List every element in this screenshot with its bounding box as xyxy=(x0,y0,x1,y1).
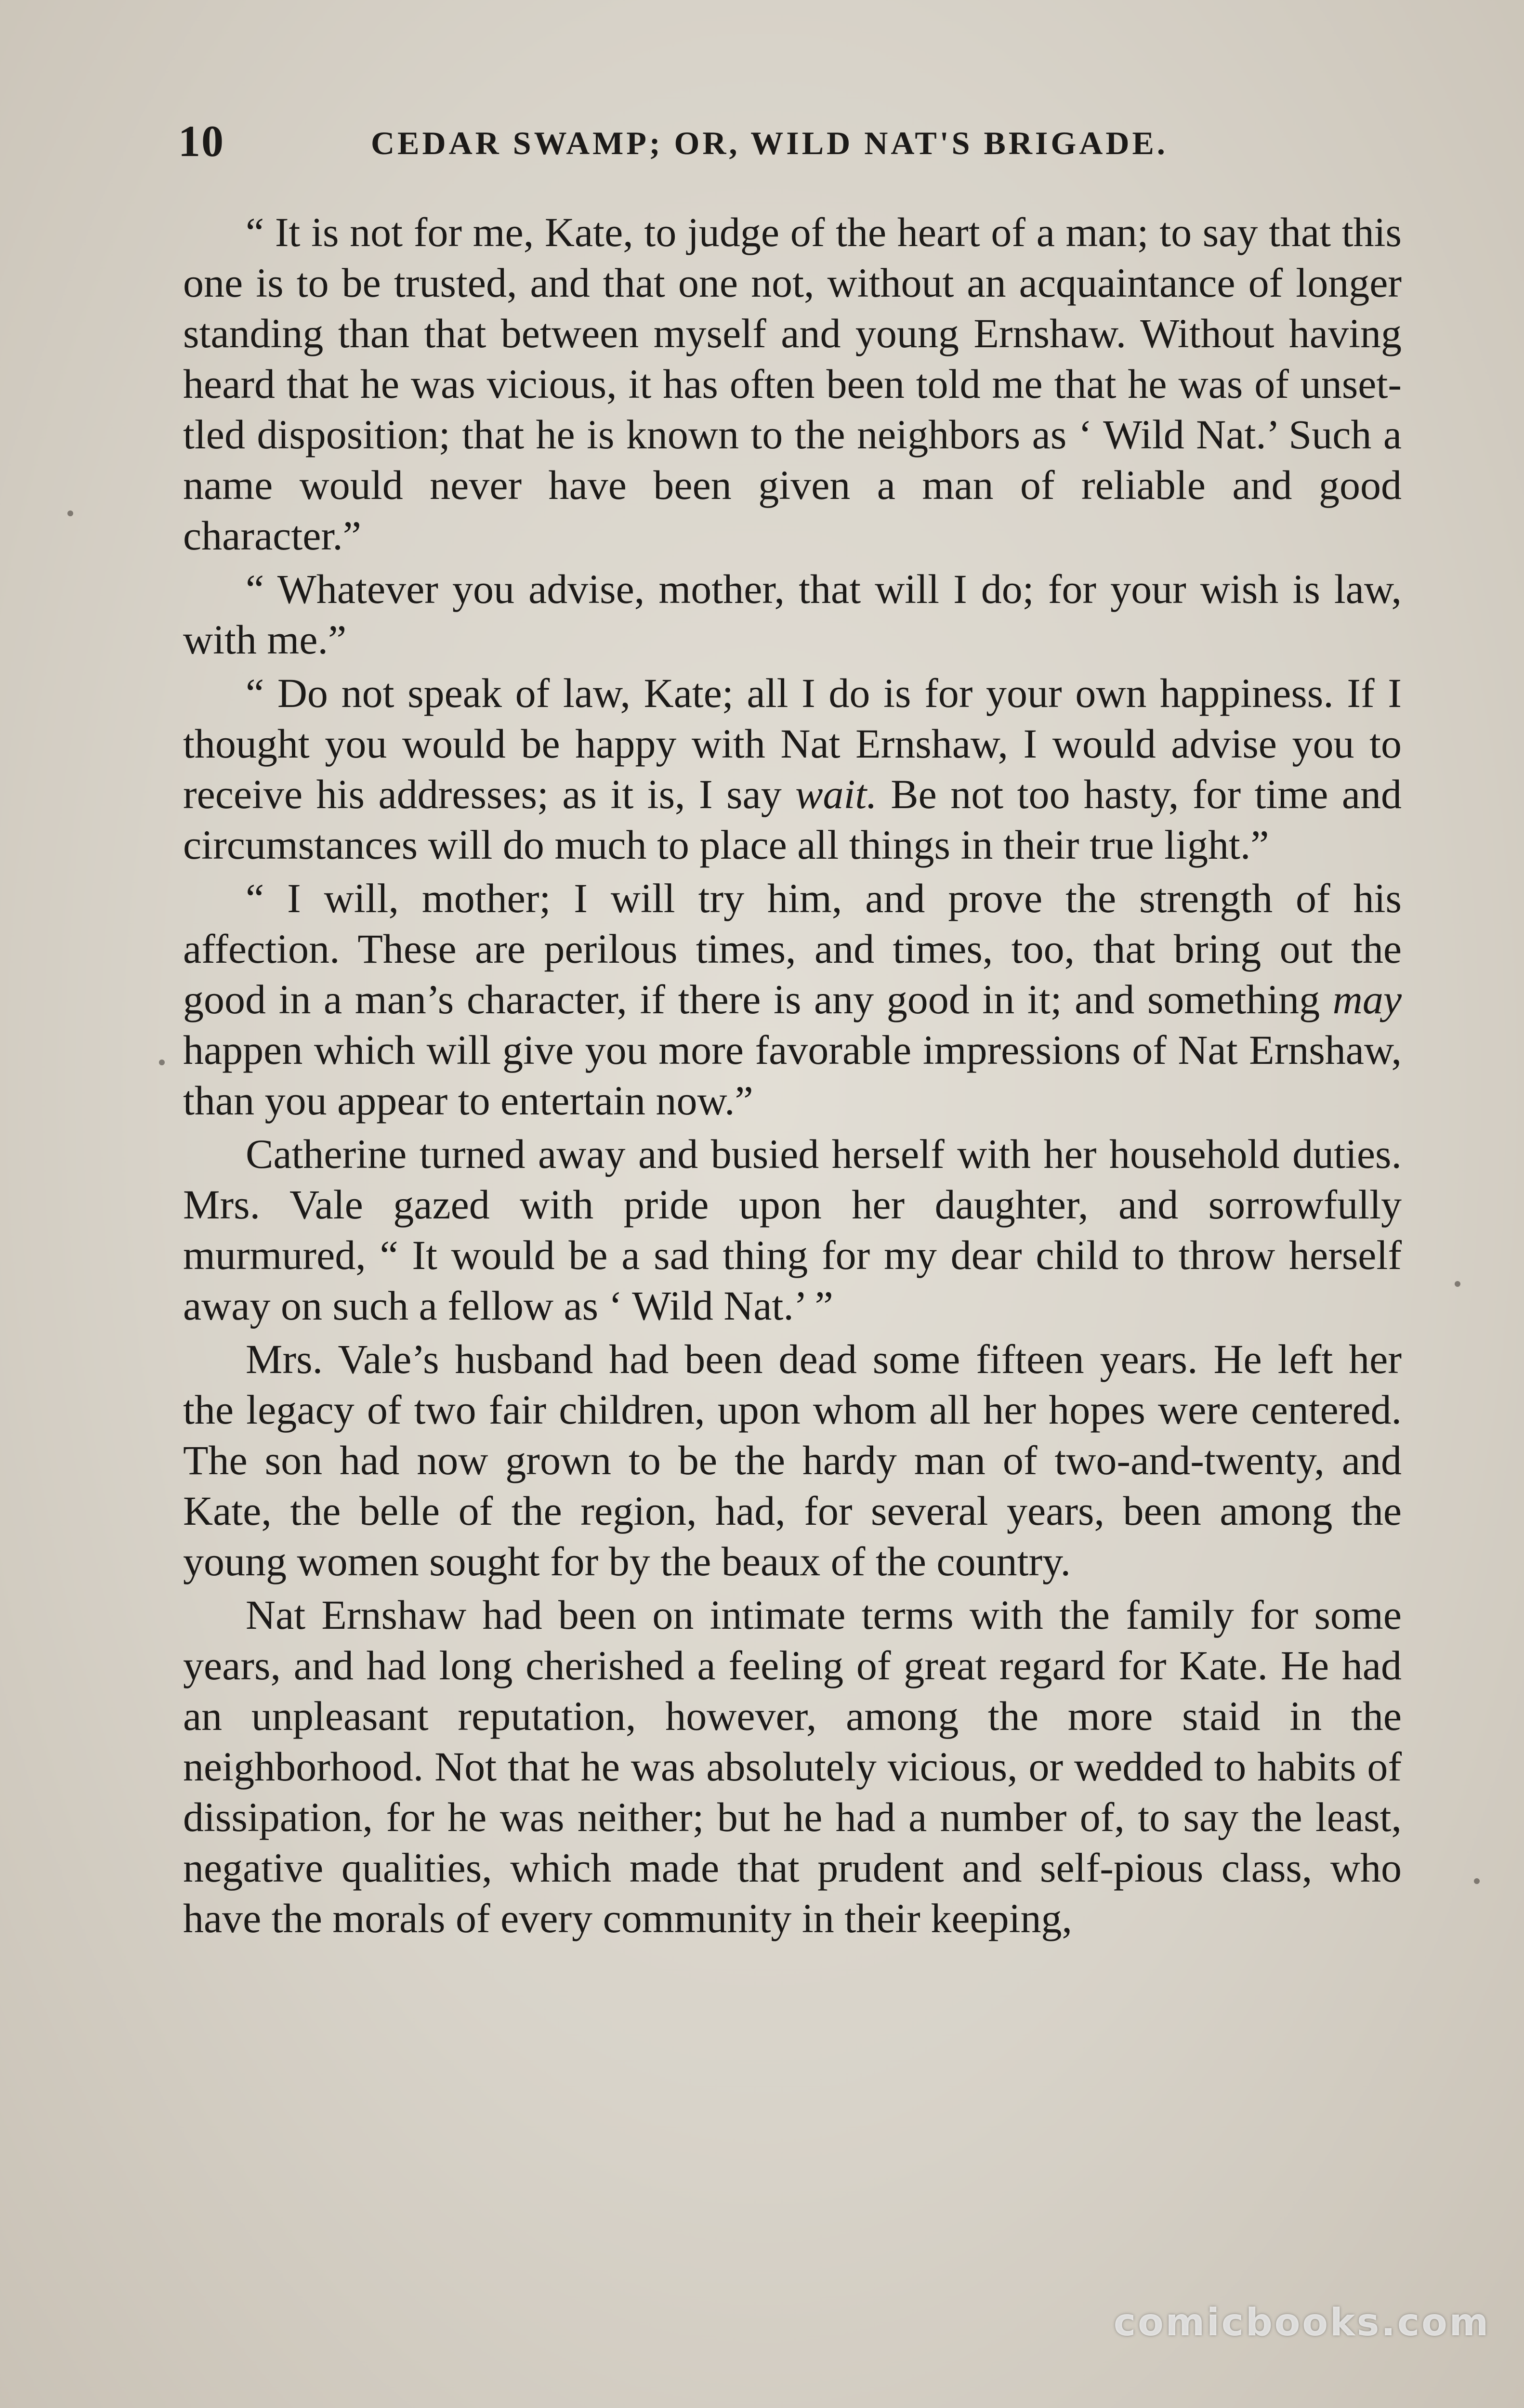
paragraph-text: “ Whatever you advise, mother, that will I do; for your wish is law, with me.” xyxy=(183,566,1402,663)
paragraph xyxy=(183,1590,1402,1944)
paragraph xyxy=(183,207,1402,561)
paragraph-text: Nat Ernshaw had been on intimate terms with the family for some years, and had long cherished a feeling of great regard for Kate. He had an unpleasant reputation, however, among the more staid in the neighborhood. Not that he was absolutely vicious, or wedded to habits of dissipation, for he was neither; but he had a number of, to say the least, negative qualities, which made that prudent and self-pious class, who have the morals of every community in their keeping, xyxy=(183,1592,1402,1941)
paragraph-text: happen which will give you more favorable impressions of Nat Ernshaw, than you appear to entertain now.” xyxy=(183,1027,1402,1124)
paper-speck xyxy=(67,510,73,516)
paragraph xyxy=(183,1129,1402,1331)
paragraph-text: Be not too hasty, for time and circumstances will do much to place all things in their true light.” xyxy=(183,771,1402,868)
paragraph xyxy=(183,668,1402,870)
paragraph-text: “ It is not for me, Kate, to judge of the heart of a man; to say that this one is to be trusted, and that one not, without an acquaintance of longer standing than that between myself and young Ernshaw. Without having heard that he was vicious, it has often been told me that he was of unsettled disposition; that he is known to the neighbors as ‘ Wild Nat.’ Such a name would never have been given a man of reliable and good character.” xyxy=(183,209,1402,559)
paragraph xyxy=(183,1334,1402,1587)
italic-text: may xyxy=(1332,976,1402,1022)
body-text xyxy=(183,207,1402,1944)
paragraph xyxy=(183,564,1402,665)
running-title: CEDAR SWAMP; OR, WILD NAT'S BRIGADE. xyxy=(371,125,1168,161)
paragraph-text: “ I will, mother; I will try him, and prove the strength of his affection. These are perilous times, and times, too, that bring out the good in a man’s character, if there is any good in it; and something xyxy=(183,875,1402,1022)
page-header xyxy=(178,116,1411,173)
page-number: 10 xyxy=(178,117,224,166)
watermark: comicbooks.com xyxy=(1113,2301,1490,2344)
paragraph-text: Catherine turned away and busied herself with her household duties. Mrs. Vale gazed with pride upon her daughter, and sorrowfully murmured, “ It would be a sad thing for my dear child to throw herself away on such a fellow as ‘ Wild Nat.’ ” xyxy=(183,1131,1402,1329)
paragraph xyxy=(183,873,1402,1126)
paper-speck xyxy=(159,1060,165,1065)
italic-text: wait. xyxy=(795,771,877,817)
paper-speck xyxy=(1455,1281,1460,1287)
paper-speck xyxy=(1474,1878,1480,1884)
paragraph-text: “ Do not speak of law, Kate; all I do is for your own happiness. If I thought you would be happy with Nat Ernshaw, I would advise you to receive his addresses; as it is, I say xyxy=(183,670,1402,817)
paragraph-text: Mrs. Vale’s husband had been dead some fifteen years. He left her the legacy of two fair children, upon whom all her hopes were centered. The son had now grown to be the hardy man of two-and-twenty, and Kate, the belle of the region, had, for several years, been among the young women sought for by the beaux of the country. xyxy=(183,1336,1402,1584)
